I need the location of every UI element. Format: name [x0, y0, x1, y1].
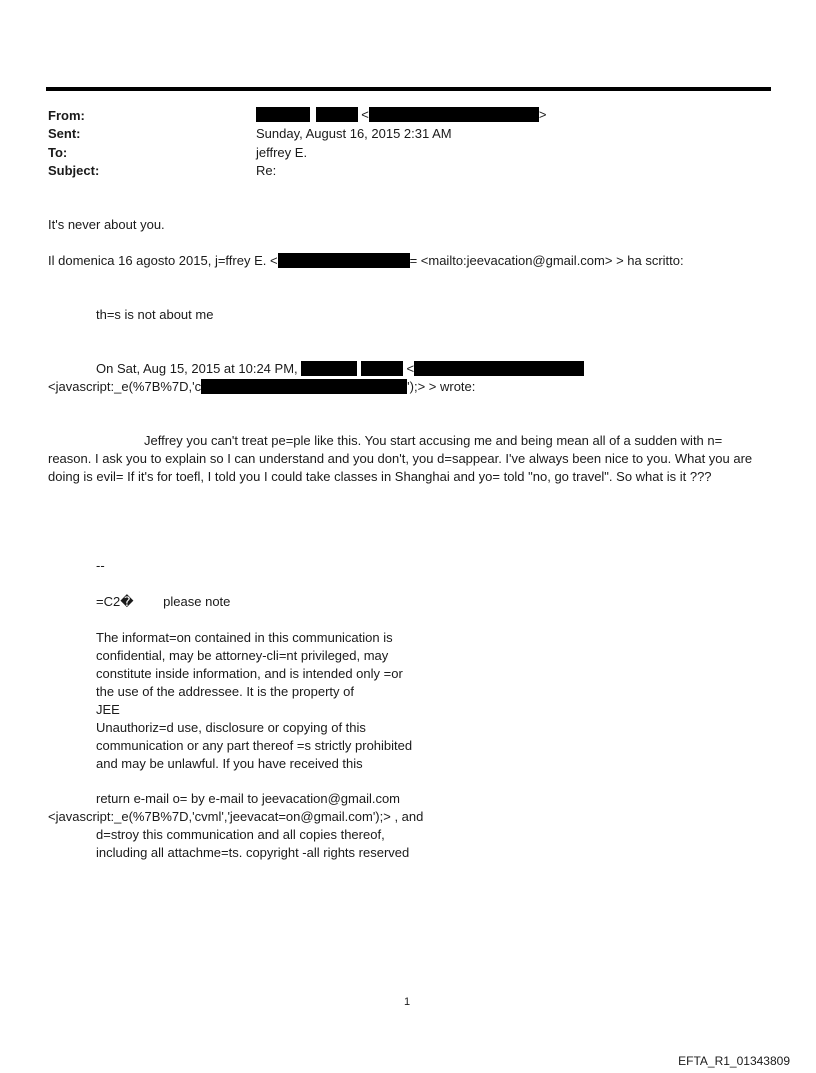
signature-note	[96, 594, 230, 610]
redaction-bar	[369, 107, 539, 122]
body-line-4-a: On Sat, Aug 15, 2015 at 10:24 PM,	[96, 361, 298, 376]
body-line-5-a: <javascript:_e(%7B%7D,'c	[48, 379, 202, 394]
return-line-3: d=stroy this communication and all copies thereof,	[96, 827, 385, 842]
from-lt: <	[361, 107, 369, 122]
subject-label: Subject:	[48, 163, 100, 178]
sent-value: Sunday, August 16, 2015 2:31 AM	[256, 126, 452, 141]
disclaimer-line: and may be unlawful. If you have received this	[96, 756, 363, 771]
body-line-4	[96, 361, 584, 376]
body-line-2	[48, 253, 684, 268]
from-value	[256, 107, 546, 122]
page-number: 1	[404, 996, 411, 1008]
body-line-2-a: Il domenica 16 agosto 2015, j=ffrey E. <	[48, 253, 278, 268]
signature-note-b: please note	[163, 594, 231, 609]
signature-dash: --	[96, 558, 105, 573]
redaction-bar	[256, 107, 310, 122]
from-label: From:	[48, 108, 85, 123]
disclaimer-line: communication or any part thereof =s strictly prohibited	[96, 738, 413, 753]
from-gt: >	[538, 107, 547, 122]
to-value: jeffrey E.	[256, 145, 308, 160]
disclaimer-line: the use of the addressee. It is the property of	[96, 684, 354, 699]
redaction-bar	[201, 379, 407, 394]
body-line-5-b: ');> > wrote:	[407, 379, 476, 394]
disclaimer-line: The informat=on contained in this communication is	[96, 630, 393, 645]
body-line-2-b: = <mailto:jeevacation@gmail.com> > ha scritto:	[409, 253, 684, 268]
return-line-1: return e-mail o= by e-mail to jeevacation@gmail.com	[96, 791, 401, 806]
message-paragraph: Jeffrey you can't treat pe=ple like this. You start accusing me and being mean all of a sudden with n= reason. I ask you to explain so I can understand and you don't, you d=sappear. I've always been nice to you. What you are doing is evil= If it's for toefl, I told you I could take classes in Shanghai and yo= told "no, go travel". So what is it ???	[48, 433, 753, 484]
disclaimer-line: confidential, may be attorney-cli=nt privileged, may	[96, 648, 389, 663]
return-line-2: <javascript:_e(%7B%7D,'cvml','jeevacat=on@gmail.com');> , and	[48, 809, 424, 824]
redaction-bar	[278, 253, 410, 268]
sent-label: Sent:	[48, 126, 81, 141]
bates-number: EFTA_R1_01343809	[678, 1054, 790, 1068]
redaction-bar	[301, 361, 357, 376]
redaction-bar	[316, 107, 358, 122]
body-line-4-lt: <	[406, 361, 415, 376]
redaction-bar	[414, 361, 584, 376]
return-line-4: including all attachme=ts. copyright -all rights reserved	[96, 845, 410, 860]
subject-value: Re:	[256, 163, 277, 178]
disclaimer-line: constitute inside information, and is intended only =or	[96, 666, 403, 681]
redaction-bar	[361, 361, 403, 376]
body-line-5	[48, 379, 475, 394]
disclaimer-line: Unauthoriz=d use, disclosure or copying of this	[96, 720, 366, 735]
signature-note-a: =C2�	[96, 594, 134, 609]
to-label: To:	[48, 145, 68, 160]
body-line-3: th=s is not about me	[96, 307, 214, 322]
body-line-1: It's never about you.	[48, 217, 165, 232]
disclaimer-line: JEE	[96, 702, 120, 717]
header-rule	[46, 87, 771, 91]
disclaimer-block	[96, 629, 516, 773]
